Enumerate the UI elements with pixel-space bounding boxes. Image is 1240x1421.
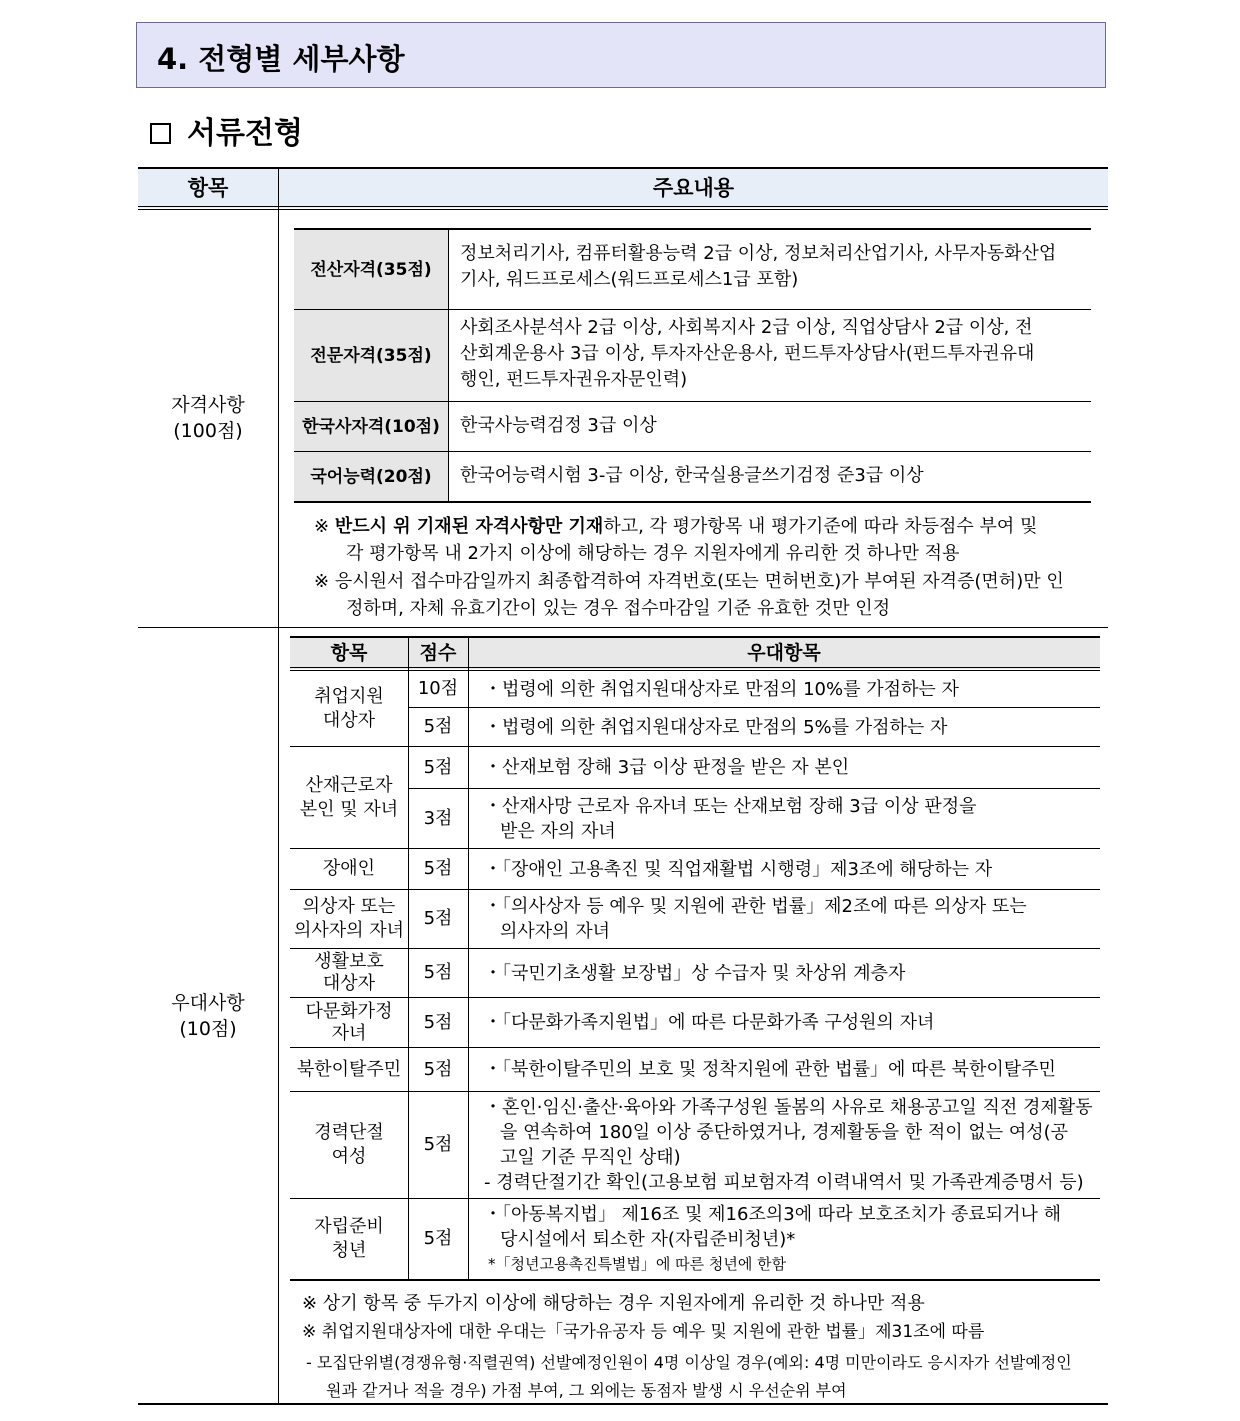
qual-content-line: 한국어능력시험 3-급 이상, 한국실용글쓰기검정 준3급 이상 [460, 465, 924, 486]
qual-content-line: 정보처리기사, 컴퓨터활용능력 2급 이상, 정보처리산업기사, 사무자동화산업 [460, 243, 1057, 264]
pref-header-score: 점수 [419, 641, 457, 664]
note-bold-text: 반드시 위 기재된 자격사항만 기재 [334, 516, 604, 537]
pref-score: 5점 [423, 1058, 453, 1080]
pref-group-label [290, 671, 408, 746]
pref-group-label-line: 여성 [331, 1146, 367, 1167]
note-text: 각 평가항목 내 2가지 이상에 해당하는 경우 지원자에게 유리한 것 하나만 적용 [346, 543, 960, 564]
main-table-header-line2 [138, 209, 1108, 210]
pref-detail-line: 고일 기준 무직인 상태) [500, 1147, 681, 1168]
row-label-qualifications-line1: 자격사항 [171, 394, 245, 416]
pref-detail-line: - 경력단절기간 확인(고용보험 피보험자격 이력내역서 및 가족관계증명서 등) [484, 1172, 1084, 1193]
row-label-qualifications [138, 390, 278, 446]
pref-group-label-line: 생활보호 [314, 951, 384, 972]
pref-group-label-line: 자녀 [331, 1022, 367, 1044]
pref-note: ※ 상기 항목 중 두가지 이상에 해당하는 경우 지원자에게 유리한 것 하나만 적용 [302, 1293, 925, 1314]
qual-content [460, 463, 1085, 489]
pref-detail: ・법령에 의한 취업지원대상자로 만점의 5%를 가점하는 자 [484, 716, 948, 738]
qual-content-line: 행인, 펀드투자권유자문인력) [460, 369, 688, 390]
pref-group-label-line: 청년 [331, 1240, 367, 1261]
note-mark: ※ [314, 571, 330, 592]
row-label-preferences [138, 988, 278, 1044]
pref-detail-line: ・산재사망 근로자 유자녀 또는 산재보험 장해 3급 이상 판정을 [484, 795, 977, 817]
pref-group-label-line: 대상자 [322, 973, 376, 994]
qual-name: 전문자격(35점) [310, 345, 432, 366]
pref-score: 5점 [423, 962, 453, 983]
pref-score: 5점 [423, 908, 453, 929]
row-label-preferences-line1: 우대사항 [171, 992, 245, 1014]
pref-detail-line: 받은 자의 자녀 [500, 820, 616, 842]
pref-group-label: 장애인 [322, 858, 376, 879]
qual-content [460, 315, 1085, 393]
pref-detail: ・「국민기초생활 보장법」상 수급자 및 차상위 계층자 [484, 962, 906, 984]
pref-group-label [290, 890, 408, 948]
row-label-qualifications-line2: (100점) [173, 420, 243, 442]
qual-name: 한국사자격(10점) [302, 416, 440, 437]
subsection-title: 서류전형 [187, 116, 303, 151]
subsection-title-wrap [150, 108, 303, 152]
qual-content-line: 사회조사분석사 2급 이상, 사회복지사 2급 이상, 직업상담사 2급 이상, 전 [460, 317, 1033, 338]
pref-detail-line: ・혼인·임신·출산·육아와 가족구성원 돌봄의 사유로 채용공고일 직전 경제활동 [484, 1097, 1093, 1118]
pref-detail-line: 당시설에서 퇴소한 자(자립준비청년)* [500, 1228, 796, 1250]
qual-content [460, 241, 1085, 293]
qual-bottom-border [294, 501, 1091, 503]
pref-bottom-border [290, 1279, 1100, 1281]
note-text: 하고, 각 평가항목 내 평가기준에 따라 차등점수 부여 및 [603, 516, 1038, 537]
pref-score: 3점 [423, 807, 453, 829]
pref-group-label-line: 경력단절 [314, 1122, 384, 1143]
qual-note [314, 513, 1104, 567]
pref-group-label [290, 1092, 408, 1198]
note-text: 정하며, 자체 유효기간이 있는 경우 접수마감일 기준 유효한 것만 인정 [346, 598, 891, 619]
pref-score: 5점 [423, 1134, 453, 1155]
pref-note: 원과 같거나 적을 경우) 가점 부여, 그 외에는 동점자 발생 시 우선순위 부여 [326, 1381, 847, 1400]
pref-group-label [290, 1199, 408, 1279]
pref-header-item: 항목 [330, 641, 368, 664]
qual-name: 국어능력(20점) [310, 466, 432, 487]
qual-col-divider [448, 229, 449, 502]
note-text: 응시원서 접수마감일까지 최종합격하여 자격번호(또는 면허번호)가 부여된 자격증(면허)만 인 [334, 571, 1064, 592]
qual-content [460, 413, 1085, 439]
note-mark: ※ [314, 516, 330, 537]
checkbox-square-icon [150, 123, 171, 144]
pref-group-label [290, 998, 408, 1047]
pref-score: 5점 [423, 1011, 453, 1033]
header-item: 항목 [187, 176, 229, 200]
pref-score: 5점 [423, 756, 453, 778]
qual-content-line: 한국사능력검정 3급 이상 [460, 415, 657, 436]
header-content: 주요내용 [652, 176, 735, 200]
qual-note [314, 568, 1104, 622]
pref-group-label-line: 대상자 [322, 709, 376, 731]
pref-group-label-line: 의상자 또는 [302, 896, 396, 917]
row-label-preferences-line2: (10점) [179, 1018, 237, 1040]
pref-detail [484, 890, 1096, 948]
pref-group-label [290, 949, 408, 997]
pref-detail: ・법령에 의한 취업지원대상자로 만점의 10%를 가점하는 자 [484, 678, 959, 700]
qual-content-line: 기사, 워드프로세스(워드프로세스1급 포함) [460, 269, 799, 290]
pref-note: - 모집단위별(경쟁유형·직렬권역) 선발예정인원이 4명 이상일 경우(예외: 4명 미만이라도 응시자가 선발예정인 [306, 1353, 1072, 1372]
pref-note: ※ 취업지원대상자에 대한 우대는「국가유공자 등 예우 및 지원에 관한 법률」제31조에 따름 [302, 1322, 985, 1342]
pref-header-detail: 우대항목 [747, 641, 821, 664]
pref-detail: ・「북한이탈주민의 보호 및 정착지원에 관한 법률」에 따른 북한이탈주민 [484, 1059, 1056, 1080]
pref-detail-line: 을 연속하여 180일 이상 중단하였거나, 경제활동을 한 적이 없는 여성(공 [500, 1122, 1069, 1143]
pref-detail: ・「다문화가족지원법」에 따른 다문화가족 구성원의 자녀 [484, 1012, 935, 1033]
pref-group-label-line: 본인 및 자녀 [299, 798, 399, 820]
pref-group-label-line: 자립준비 [314, 1216, 384, 1237]
section-header [136, 22, 1106, 88]
pref-detail: ・산재보험 장해 3급 이상 판정을 받은 자 본인 [484, 757, 850, 778]
pref-score: 5점 [423, 716, 453, 737]
pref-detail [484, 789, 1096, 848]
pref-group-label-line: 취업지원 [314, 685, 384, 707]
pref-group-label-line: 다문화가정 [305, 1000, 393, 1022]
section-title: 4. 전형별 세부사항 [157, 42, 405, 76]
qual-name: 전산자격(35점) [310, 259, 432, 280]
pref-detail [484, 1199, 1096, 1279]
pref-score: 5점 [423, 858, 453, 879]
main-table-row-divider [138, 627, 1108, 628]
pref-group-label-line: 산재근로자 [305, 774, 393, 796]
pref-detail-footnote: *「청년고용촉진특별법」에 따른 청년에 한함 [488, 1254, 787, 1273]
qual-content-line: 산회계운용사 3급 이상, 투자자산운용사, 펀드투자상담사(펀드투자권유대 [460, 343, 1035, 364]
pref-group-label: 북한이탈주민 [296, 1058, 402, 1080]
pref-score: 5점 [423, 1228, 453, 1249]
pref-score: 10점 [417, 678, 459, 699]
pref-detail-line: ・「아동복지법」 제16조 및 제16조의3에 따라 보호조치가 종료되거나 해 [484, 1203, 1062, 1225]
pref-detail-line: 의사자의 자녀 [500, 921, 611, 942]
pref-group-label [290, 747, 408, 848]
pref-detail [484, 1092, 1096, 1198]
main-table-col-divider [278, 168, 279, 1404]
pref-col-divider [468, 637, 469, 1280]
pref-detail-line: ・「의사상자 등 예우 및 지원에 관한 법률」제2조에 따른 의상자 또는 [484, 896, 1027, 917]
pref-detail: ・「장애인 고용촉진 및 직업재활법 시행령」제3조에 해당하는 자 [484, 858, 993, 880]
pref-group-label-line: 의사자의 자녀 [293, 920, 405, 941]
